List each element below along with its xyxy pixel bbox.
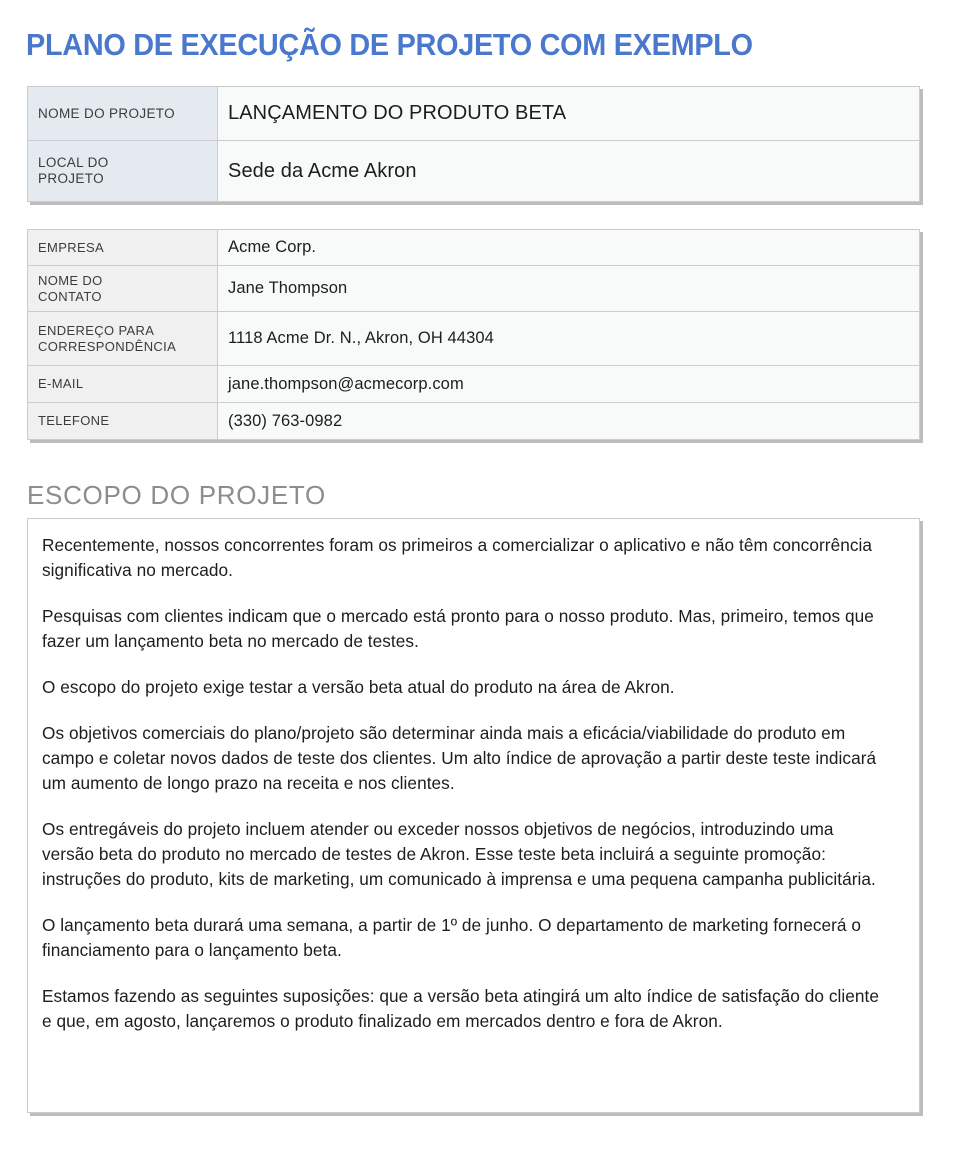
row-value-contact-name: Jane Thompson — [218, 266, 920, 312]
table-row — [28, 87, 920, 141]
table-row — [28, 312, 920, 366]
row-label-mailing-address — [28, 312, 218, 366]
contact-info-table — [27, 229, 920, 440]
row-value-project-location: Sede da Acme Akron — [218, 141, 920, 202]
scope-paragraph: Pesquisas com clientes indicam que o mercado está pronto para o nosso produto. Mas, primeiro, temos que fazer um lançamento beta no mercado de testes. — [42, 606, 874, 651]
label-line-2: PROJETO — [38, 171, 104, 186]
label-line-2: CORRESPONDÊNCIA — [38, 338, 177, 354]
label-line-2: CONTATO — [38, 288, 102, 304]
scope-section-heading: ESCOPO DO PROJETO — [27, 480, 326, 510]
row-label-project-location — [28, 141, 218, 202]
scope-paragraph: Estamos fazendo as seguintes suposições: que a versão beta atingirá um alto índice de satisfação do cliente e que, em agosto, lançaremos o produto finalizado em mercados dentro e fora de Akron. — [42, 986, 880, 1031]
row-label-phone — [28, 403, 218, 440]
label-line-1: LOCAL DO — [38, 155, 109, 170]
scope-paragraph: O escopo do projeto exige testar a versão beta atual do produto na área de Akron. — [42, 677, 675, 697]
row-value-phone: (330) 763-0982 — [218, 403, 920, 440]
row-label-email — [28, 366, 218, 403]
label-line-1: ENDEREÇO PARA — [38, 322, 155, 338]
table-row — [28, 366, 920, 403]
label-line-1: NOME DO PROJETO — [38, 105, 176, 121]
label-line-1: TELEFONE — [38, 413, 110, 428]
page-title: PLANO DE EXECUÇÃO DE PROJETO COM EXEMPLO — [26, 27, 753, 62]
row-value-email: jane.thompson@acmecorp.com — [218, 366, 920, 403]
label-line-1: NOME DO — [38, 272, 103, 288]
project-info-table — [27, 86, 920, 202]
row-label-contact-name — [28, 266, 218, 312]
row-value-mailing-address: 1118 Acme Dr. N., Akron, OH 44304 — [218, 312, 920, 366]
table-row — [28, 141, 920, 202]
table-row — [28, 266, 920, 312]
row-label-project-name — [28, 87, 218, 141]
table-row — [28, 230, 920, 266]
label-line-1: EMPRESA — [38, 239, 105, 255]
scope-paragraph: O lançamento beta durará uma semana, a partir de 1º de junho. O departamento de marketing fornecerá o financiamento para o lançamento beta. — [42, 915, 862, 960]
row-value-project-name: LANÇAMENTO DO PRODUTO BETA — [218, 87, 920, 141]
row-value-company: Acme Corp. — [218, 230, 920, 266]
label-line-1: E-MAIL — [38, 376, 84, 391]
scope-text-box — [27, 518, 920, 1113]
scope-paragraph: Os objetivos comerciais do plano/projeto são determinar ainda mais a eficácia/viabilidade do produto em campo e coletar novos dados de teste dos clientes. Um alto índice de aprovação a partir deste teste indicará um aumento de longo prazo na receita e nos clientes. — [42, 723, 877, 793]
scope-paragraph: Os entregáveis do projeto incluem atender ou exceder nossos objetivos de negócios, introduzindo uma versão beta do produto no mercado de testes de Akron. Esse teste beta incluirá a seguinte promoção: instruções do produto, kits de marketing, um comunicado à imprensa e uma pequena campanha publicitária. — [42, 819, 876, 889]
row-label-company — [28, 230, 218, 266]
table-row — [28, 403, 920, 440]
scope-paragraph: Recentemente, nossos concorrentes foram os primeiros a comercializar o aplicativo e não têm concorrência significativa no mercado. — [42, 535, 873, 580]
